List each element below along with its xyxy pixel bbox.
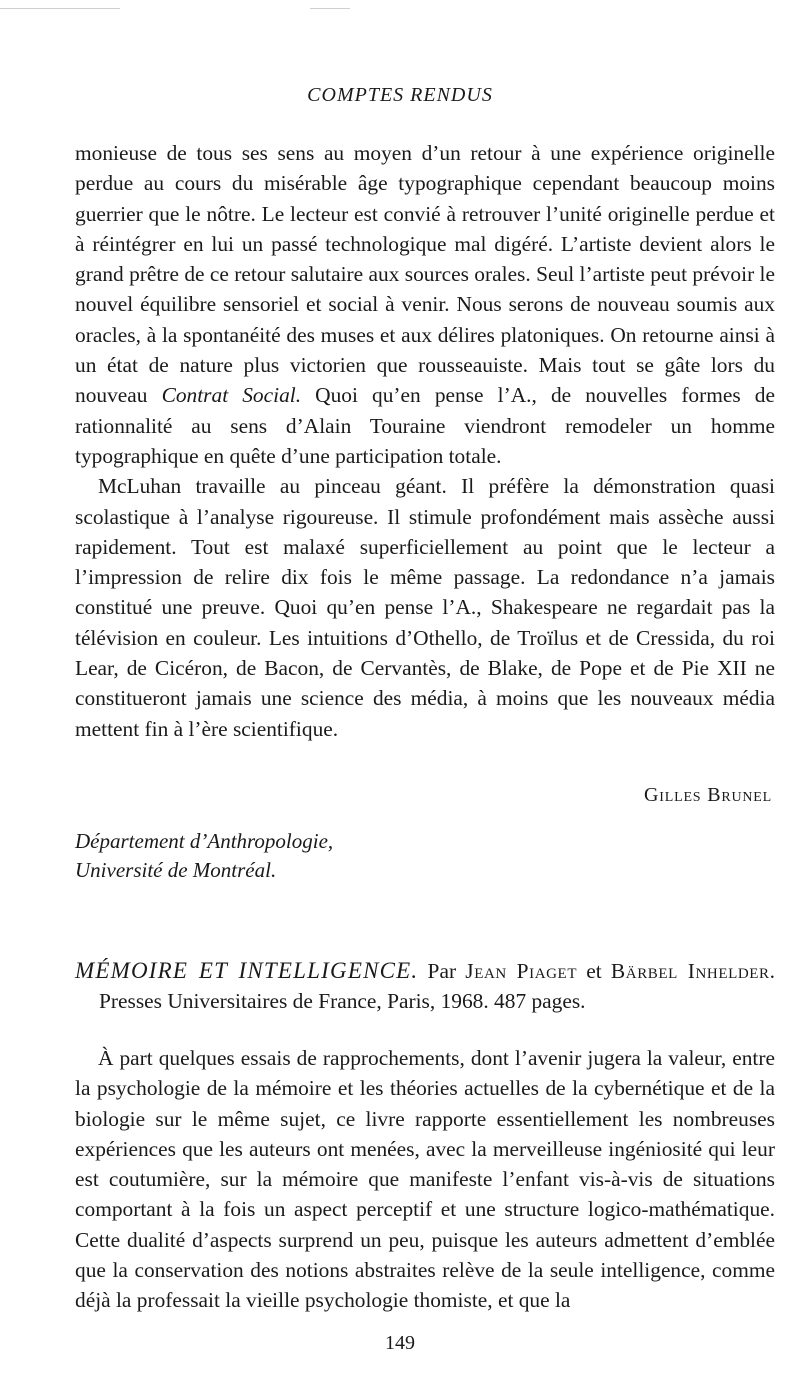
book-title: MÉMOIRE ET INTELLIGENCE.	[75, 958, 419, 983]
reviewer-affiliation	[75, 827, 333, 885]
scan-artifact	[310, 8, 350, 9]
first-review-body	[75, 138, 775, 744]
publication-info: . Presses Universitaires de France, Paris, 1968. 487 pages.	[99, 959, 775, 1014]
first-review-paragraph-1	[75, 138, 775, 471]
running-head: COMPTES RENDUS	[307, 84, 493, 106]
reviewer-signature: Gilles Brunel	[644, 784, 772, 806]
paragraph-text: Quoi qu’en pense l’A., de nouvelles formes de rationnalité au sens d’Alain Touraine viendront remodeler un homme typographique en quête d’une participation totale.	[75, 383, 775, 468]
second-review-body	[75, 1043, 775, 1316]
second-review-heading	[75, 956, 775, 1017]
first-review-paragraph-2: McLuhan travaille au pinceau géant. Il préfère la démonstration quasi scolastique à l’analyse rigoureuse. Il stimule profondément mais assèche aussi rapidement. Tout est malaxé superficiellement au point que le lecteur a l’impression de relire dix fois le même passage. La redondance n’a jamais constitué une preuve. Quoi qu’en pense l’A., Shakespeare ne regardait pas la télévision en couleur. Les intuitions d’Othello, de Troïlus et de Cressida, du roi Lear, de Cicéron, de Bacon, de Cervantès, de Blake, de Pope et de Pie XII ne constitueront jamais une science des média, à moins que les nouveaux média mettent fin à l’ère scientifique.	[75, 474, 775, 741]
second-review-paragraph: À part quelques essais de rapprochements, dont l’avenir jugera la valeur, entre la psychologie de la mémoire et les théories actuelles de la cybernétique et de la biologie sur le même sujet, ce livre rapporte essentiellement les nombreuses expériences que les auteurs ont menées, avec la merveilleuse ingéniosité qui leur est coutumière, sur la mémoire que manifeste l’enfant vis-à-vis de situations comportant à la fois un aspect perceptif et une structure logico-mathématique. Cette dualité d’aspects surprend un peu, puisque les auteurs admettent d’emblée que la conservation des notions abstraites relève de la seule intelligence, comme déjà la professait la vieille psychologie thomiste, et que la	[75, 1046, 775, 1313]
author-name: Jean Piaget	[465, 959, 578, 983]
heading-text: Par	[418, 959, 466, 983]
affiliation-department: Département d’Anthropologie,	[75, 829, 334, 853]
italic-title: Contrat Social.	[161, 383, 302, 408]
author-name: Bärbel Inhelder	[610, 959, 770, 983]
affiliation-university: Université de Montréal.	[75, 858, 277, 882]
page-number: 149	[385, 1332, 415, 1354]
heading-text: et	[577, 959, 611, 983]
paragraph-text: monieuse de tous ses sens au moyen d’un retour à une expérience originelle perdue au cours du misérable âge typographique cependant beaucoup moins guerrier que le nôtre. Le lecteur est convié à retrouver l’unité originelle perdue et à réintégrer en lui un passé technologique mal digéré. L’artiste devient alors le grand prêtre de ce retour salutaire aux sources orales. Seul l’artiste peut prévoir le nouvel équilibre sensoriel et social à venir. Nous serons de nouveau soumis aux oracles, à la spontanéité des muses et aux délires platoniques. On retourne ainsi à un état de nature plus victorien que rousseauiste. Mais tout se gâte lors du nouveau	[75, 141, 775, 408]
scan-artifact	[0, 8, 120, 9]
